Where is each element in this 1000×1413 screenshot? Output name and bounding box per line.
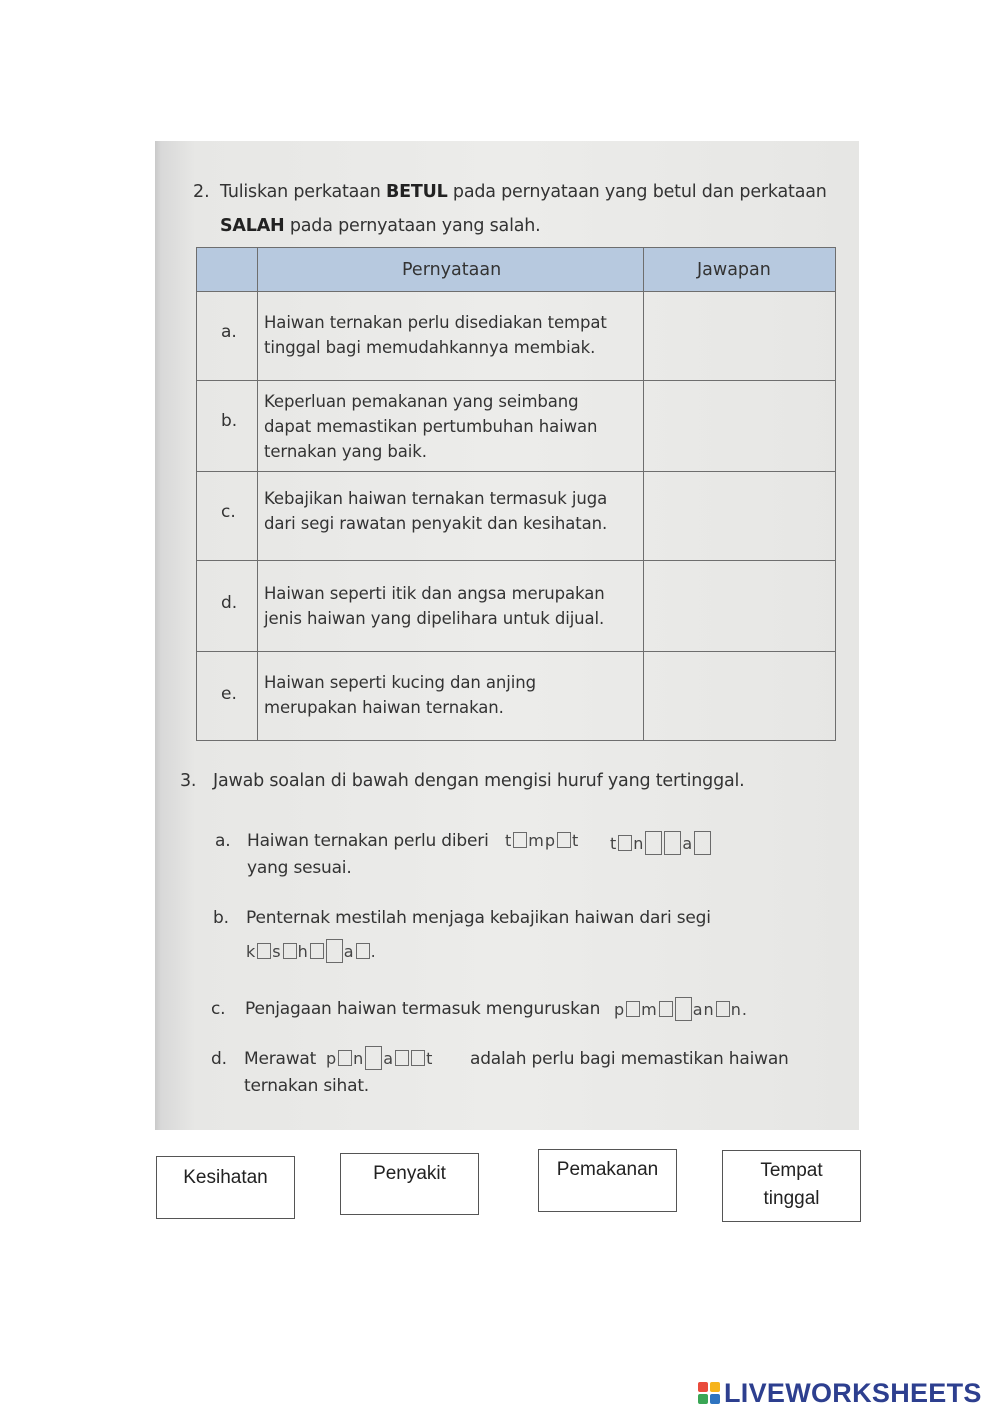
question-3d-line2: ternakan sihat.: [244, 1076, 369, 1096]
blank-word-3d[interactable]: p n a t: [326, 1046, 433, 1070]
question-3c-letter: c.: [211, 999, 226, 1019]
answer-box-pemakanan[interactable]: Pemakanan: [538, 1149, 677, 1212]
table-row: b.: [196, 380, 258, 472]
answer-input-c[interactable]: [643, 471, 836, 561]
statement-cell: Haiwan seperti itik dan angsa merupakan jenis haiwan yang dipelihara untuk dijual.: [257, 560, 644, 652]
answer-input-e[interactable]: [643, 651, 836, 741]
question-3c-text: Penjagaan haiwan termasuk menguruskan: [245, 999, 601, 1019]
table-header-blank: [196, 247, 258, 292]
question-2-text-line1: Tuliskan perkataan BETUL pada pernyataan yang betul dan perkataan: [220, 182, 827, 202]
table-row: e.: [196, 651, 258, 741]
question-3a-letter: a.: [215, 831, 231, 851]
liveworksheets-logo-icon: [698, 1382, 720, 1404]
logo-text: LIVEWORKSHEETS: [724, 1377, 982, 1408]
statement-table: [196, 247, 836, 741]
table-header-answer-cell: [643, 247, 836, 292]
answer-input-d[interactable]: [643, 560, 836, 652]
table-row: a.: [196, 291, 258, 381]
answer-input-b[interactable]: [643, 380, 836, 472]
question-3b-letter: b.: [213, 908, 229, 928]
question-3-number: 3.: [180, 771, 197, 791]
question-2-text-line2: SALAH pada pernyataan yang salah.: [220, 216, 541, 236]
statement-cell: Kebajikan haiwan ternakan termasuk juga dari segi rawatan penyakit dan kesihatan.: [257, 471, 644, 561]
blank-word-3b[interactable]: k s h a .: [246, 939, 377, 963]
question-3a-line2: yang sesuai.: [247, 858, 352, 878]
answer-box-tempat-tinggal[interactable]: Tempat tinggal: [722, 1150, 861, 1222]
table-row: d.: [196, 560, 258, 652]
blank-word-3c[interactable]: p m an n.: [614, 997, 748, 1021]
question-3d-letter: d.: [211, 1049, 227, 1069]
question-3d-suffix: adalah perlu bagi memastikan haiwan: [470, 1049, 789, 1069]
statement-cell: Keperluan pemakanan yang seimbang dapat memastikan pertumbuhan haiwan ternakan yang baik.: [257, 380, 644, 472]
table-header-answer: Jawapan: [697, 260, 771, 280]
blank-word-3a-2[interactable]: t n a: [610, 831, 712, 855]
question-3-text: Jawab soalan di bawah dengan mengisi huruf yang tertinggal.: [213, 771, 745, 791]
question-3a-text: Haiwan ternakan perlu diberi: [247, 831, 489, 851]
statement-cell: Haiwan seperti kucing dan anjing merupakan haiwan ternakan.: [257, 651, 644, 741]
statement-cell: Haiwan ternakan perlu disediakan tempat tinggal bagi memudahkannya membiak.: [257, 291, 644, 381]
question-3d-text: Merawat: [244, 1049, 317, 1069]
answer-box-penyakit[interactable]: Penyakit: [340, 1153, 479, 1215]
question-2-number: 2.: [193, 182, 210, 202]
liveworksheets-logo: [698, 1376, 982, 1410]
table-header-statement-cell: [257, 247, 644, 292]
table-row: c.: [196, 471, 258, 561]
answer-box-kesihatan[interactable]: Kesihatan: [156, 1156, 295, 1219]
blank-word-3a-1[interactable]: t mp t: [505, 831, 580, 850]
question-3b-text: Penternak mestilah menjaga kebajikan haiwan dari segi: [246, 908, 711, 928]
answer-input-a[interactable]: [643, 291, 836, 381]
table-header-statement: Pernyataan: [402, 260, 502, 280]
